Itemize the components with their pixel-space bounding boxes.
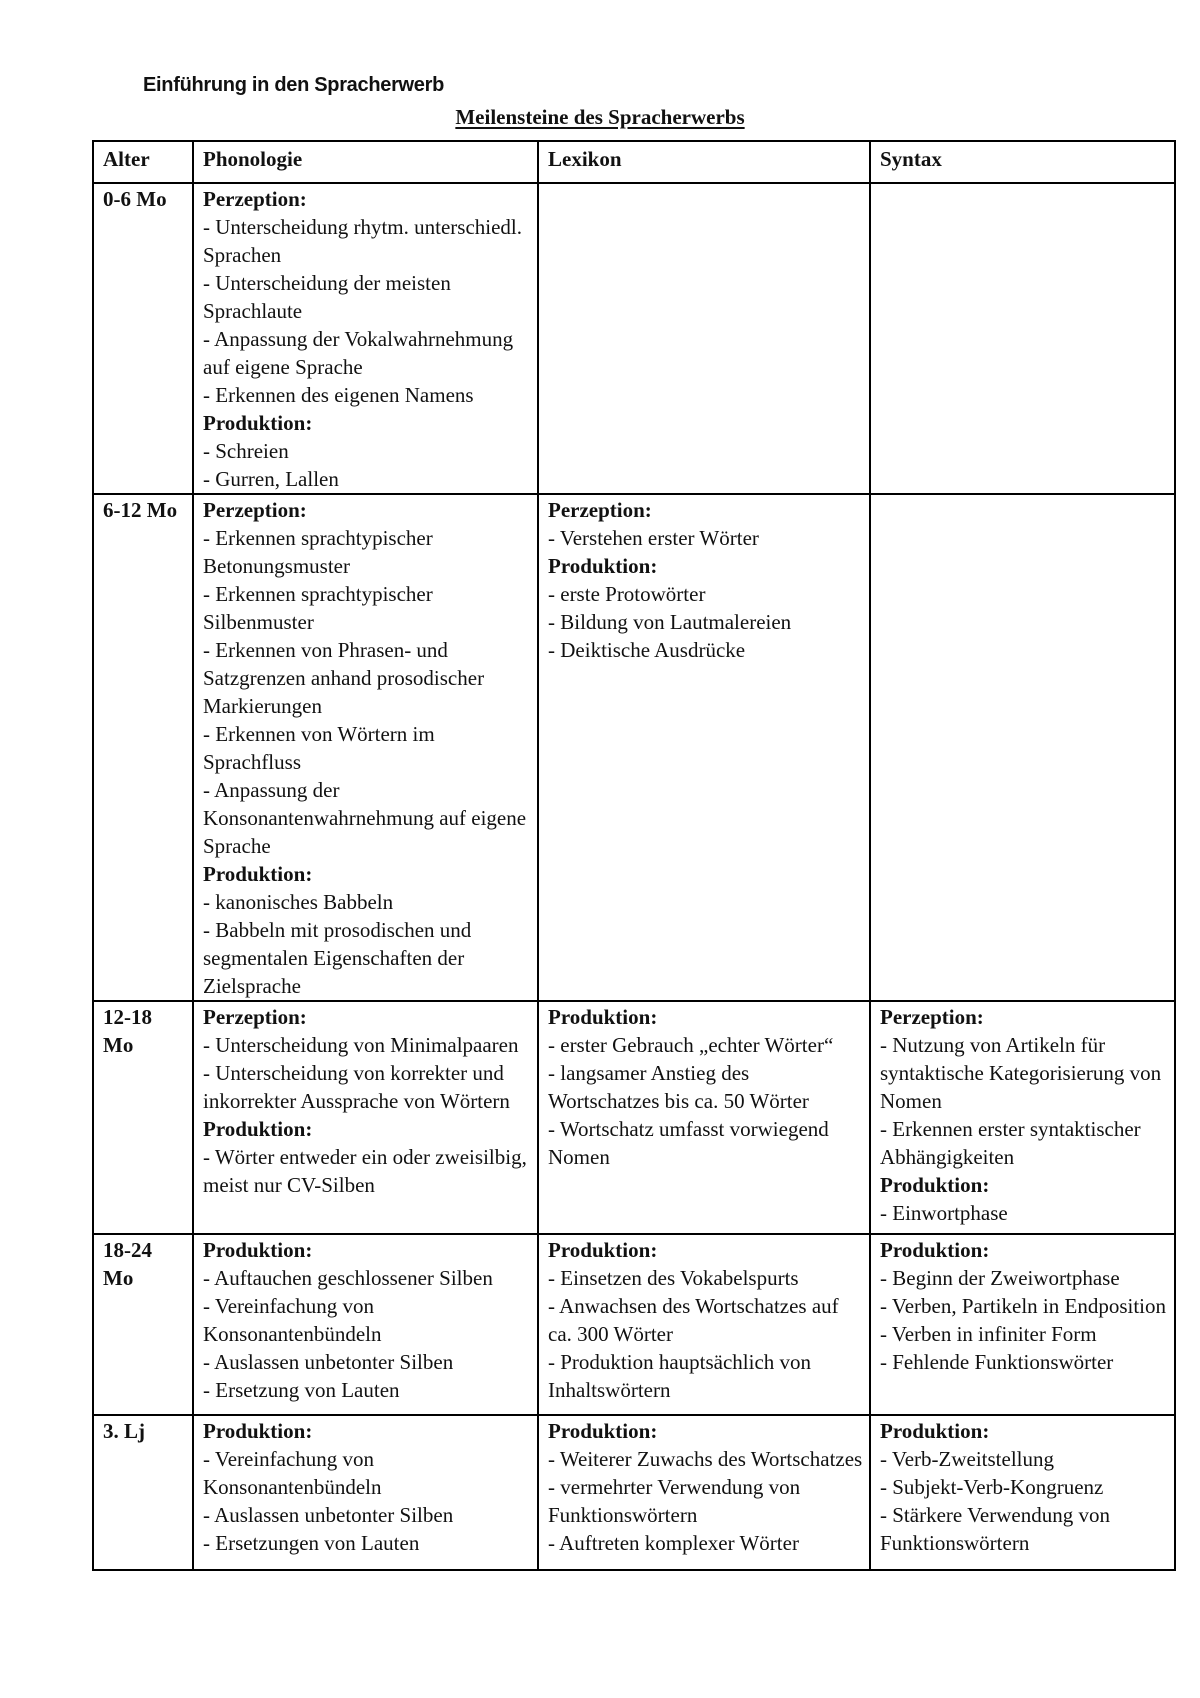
phonology-cell [193, 1001, 538, 1234]
list-item: - Ersetzung von Lauten [203, 1378, 400, 1402]
course-title: Einführung in den Spracherwerb [143, 74, 445, 96]
document-title: Meilensteine des Spracherwerbs [455, 105, 745, 129]
lexicon-cell [538, 1415, 870, 1570]
table-header-row [93, 141, 1175, 183]
list-item: - Unterscheidung der meisten Sprachlaute [203, 271, 451, 323]
milestones-table [92, 140, 1176, 1571]
age-cell: 6-12 Mo [93, 494, 193, 1001]
lexicon-cell [538, 183, 870, 494]
section-heading: Produktion: [203, 1117, 313, 1141]
header-lexicon: Lexikon [538, 141, 870, 183]
header-phonology: Phonologie [193, 141, 538, 183]
section-heading: Produktion: [548, 1419, 658, 1443]
phonology-cell [193, 1234, 538, 1415]
table-row [93, 1234, 1175, 1415]
lexicon-cell [538, 1234, 870, 1415]
list-item: - Auslassen unbetonter Silben [203, 1350, 454, 1374]
list-item: - Nutzung von Artikeln für syntaktische Kategorisierung von Nomen [880, 1033, 1162, 1113]
table-row [93, 1001, 1175, 1234]
header-age: Alter [93, 141, 193, 183]
table-row [93, 1415, 1175, 1570]
list-item: - Erkennen sprachtypischer Silbenmuster [203, 582, 433, 634]
list-item: - Auftauchen geschlossener Silben [203, 1266, 493, 1290]
list-item: - kanonisches Babbeln [203, 890, 394, 914]
lexicon-cell [538, 1001, 870, 1234]
age-cell: 3. Lj [93, 1415, 193, 1570]
section-heading: Produktion: [880, 1238, 990, 1262]
list-item: - Erkennen von Wörtern im Sprachfluss [203, 722, 435, 774]
list-item: - vermehrter Verwendung von Funktionswörtern [548, 1475, 801, 1527]
section-heading: Produktion: [548, 554, 658, 578]
section-heading: Produktion: [203, 1419, 313, 1443]
list-item: - Auslassen unbetonter Silben [203, 1503, 454, 1527]
list-item: - Unterscheidung von Minimalpaaren [203, 1033, 519, 1057]
list-item: - Erkennen des eigenen Namens [203, 383, 474, 407]
list-item: - Gurren, Lallen [203, 467, 339, 491]
list-item: - Deiktische Ausdrücke [548, 638, 746, 662]
table-row [93, 183, 1175, 494]
section-heading: Perzeption: [203, 498, 307, 522]
list-item: - Anpassung der Vokalwahrnehmung auf eigene Sprache [203, 327, 514, 379]
list-item: - Anpassung der Konsonantenwahrnehmung auf eigene Sprache [203, 778, 527, 858]
list-item: - Weiterer Zuwachs des Wortschatzes [548, 1447, 863, 1471]
list-item: - Auftreten komplexer Wörter [548, 1531, 799, 1555]
phonology-cell [193, 494, 538, 1001]
list-item: - Beginn der Zweiwortphase [880, 1266, 1120, 1290]
list-item: - Vereinfachung von Konsonantenbündeln [203, 1447, 382, 1499]
age-cell: 18-24 Mo [93, 1234, 193, 1415]
table-row [93, 494, 1175, 1001]
list-item: - erster Gebrauch „echter Wörter“ [548, 1033, 834, 1057]
syntax-cell [870, 1001, 1175, 1234]
list-item: - Fehlende Funktionswörter [880, 1350, 1114, 1374]
syntax-cell [870, 494, 1175, 1001]
section-heading: Perzeption: [880, 1005, 984, 1029]
syntax-cell [870, 1415, 1175, 1570]
list-item: - Einwortphase [880, 1201, 1008, 1225]
age-cell: 0-6 Mo [93, 183, 193, 494]
list-item: - Verben, Partikeln in Endposition [880, 1294, 1166, 1318]
list-item: - Schreien [203, 439, 289, 463]
lexicon-cell [538, 494, 870, 1001]
syntax-cell [870, 183, 1175, 494]
list-item: - Subjekt-Verb-Kongruenz [880, 1475, 1104, 1499]
list-item: - Bildung von Lautmalereien [548, 610, 792, 634]
section-heading: Produktion: [203, 1238, 313, 1262]
phonology-cell [193, 1415, 538, 1570]
list-item: - Produktion hauptsächlich von Inhaltswörtern [548, 1350, 812, 1402]
list-item: - Erkennen erster syntaktischer Abhängigkeiten [880, 1117, 1141, 1169]
list-item: - Erkennen sprachtypischer Betonungsmuster [203, 526, 433, 578]
section-heading: Perzeption: [548, 498, 652, 522]
phonology-cell [193, 183, 538, 494]
list-item: - Wortschatz umfasst vorwiegend Nomen [548, 1117, 829, 1169]
list-item: - Babbeln mit prosodischen und segmentalen Eigenschaften der Zielsprache [203, 918, 472, 998]
list-item: - Vereinfachung von Konsonantenbündeln [203, 1294, 382, 1346]
section-heading: Produktion: [548, 1005, 658, 1029]
list-item: - Verstehen erster Wörter [548, 526, 759, 550]
section-heading: Produktion: [203, 411, 313, 435]
section-heading: Produktion: [880, 1419, 990, 1443]
header-syntax: Syntax [870, 141, 1175, 183]
list-item: - Anwachsen des Wortschatzes auf ca. 300 Wörter [548, 1294, 839, 1346]
section-heading: Produktion: [880, 1173, 990, 1197]
list-item: - Unterscheidung rhytm. unterschiedl. Sprachen [203, 215, 522, 267]
list-item: - Unterscheidung von korrekter und inkorrekter Aussprache von Wörtern [203, 1061, 510, 1113]
list-item: - Wörter entweder ein oder zweisilbig, meist nur CV-Silben [203, 1145, 527, 1197]
table-body [93, 183, 1175, 1570]
list-item: - Erkennen von Phrasen- und Satzgrenzen anhand prosodischer Markierungen [203, 638, 485, 718]
syntax-cell [870, 1234, 1175, 1415]
list-item: - langsamer Anstieg des Wortschatzes bis ca. 50 Wörter [548, 1061, 809, 1113]
list-item: - erste Protowörter [548, 582, 706, 606]
list-item: - Einsetzen des Vokabelspurts [548, 1266, 799, 1290]
list-item: - Verben in infiniter Form [880, 1322, 1097, 1346]
list-item: - Stärkere Verwendung von Funktionswörtern [880, 1503, 1110, 1555]
section-heading: Perzeption: [203, 1005, 307, 1029]
section-heading: Produktion: [203, 862, 313, 886]
section-heading: Produktion: [548, 1238, 658, 1262]
section-heading: Perzeption: [203, 187, 307, 211]
age-cell: 12-18 Mo [93, 1001, 193, 1234]
list-item: - Ersetzungen von Lauten [203, 1531, 420, 1555]
list-item: - Verb-Zweitstellung [880, 1447, 1054, 1471]
